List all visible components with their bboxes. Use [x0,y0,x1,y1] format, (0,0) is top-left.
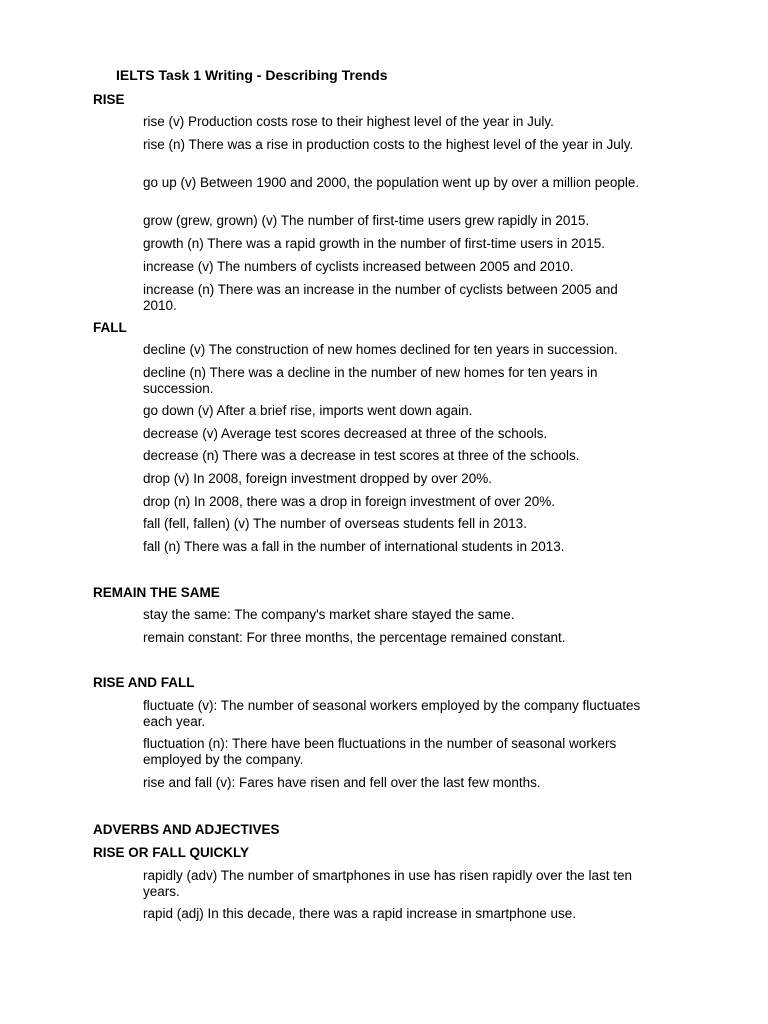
fall-entry-4: decrease (v) Average test scores decreased at three of the schools. [143,426,548,441]
fall-entry-5: decrease (n) There was a decrease in test scores at three of the schools. [143,448,580,463]
rise-entry-7: increase (n) There was an increase in the number of cyclists between 2005 and 2010. [143,282,618,313]
heading-fall: FALL [93,320,127,335]
heading-adverbs-and-adjectives: ADVERBS AND ADJECTIVES [93,822,280,837]
fall-entry-9: fall (n) There was a fall in the number of international students in 2013. [143,539,565,554]
adverbs-entry-2: rapid (adj) In this decade, there was a rapid increase in smartphone use. [143,906,576,921]
rise-entry-5: growth (n) There was a rapid growth in the number of first-time users in 2015. [143,236,605,251]
page-title: IELTS Task 1 Writing - Describing Trends [116,67,388,83]
rise-entry-4: grow (grew, grown) (v) The number of first-time users grew rapidly in 2015. [143,213,590,228]
heading-rise: RISE [93,92,125,107]
fall-entry-6: drop (v) In 2008, foreign investment dropped by over 20%. [143,471,492,486]
fall-entry-3: go down (v) After a brief rise, imports went down again. [143,403,473,418]
rise-entry-1: rise (v) Production costs rose to their highest level of the year in July. [143,114,554,129]
rise-entry-6: increase (v) The numbers of cyclists increased between 2005 and 2010. [143,259,574,274]
fall-entry-2: decline (n) There was a decline in the number of new homes for ten years in succession. [143,365,598,396]
subheading-rise-or-fall-quickly: RISE OR FALL QUICKLY [93,845,250,860]
heading-remain-the-same: REMAIN THE SAME [93,585,220,600]
fall-entry-8: fall (fell, fallen) (v) The number of overseas students fell in 2013. [143,516,527,531]
heading-rise-and-fall: RISE AND FALL [93,675,195,690]
rise-and-fall-entry-2: fluctuation (n): There have been fluctuations in the number of seasonal workers employed by the company. [143,736,617,767]
fall-entry-1: decline (v) The construction of new homes declined for ten years in succession. [143,342,618,357]
rise-entry-2: rise (n) There was a rise in production costs to the highest level of the year in July. [143,137,634,152]
rise-and-fall-entry-1: fluctuate (v): The number of seasonal workers employed by the company fluctuates each year. [143,698,641,729]
rise-entry-3: go up (v) Between 1900 and 2000, the population went up by over a million people. [143,175,640,190]
remain-entry-2: remain constant: For three months, the percentage remained constant. [143,630,566,645]
remain-entry-1: stay the same: The company's market share stayed the same. [143,607,515,622]
rise-and-fall-entry-3: rise and fall (v): Fares have risen and fell over the last few months. [143,775,541,790]
fall-entry-7: drop (n) In 2008, there was a drop in foreign investment of over 20%. [143,494,555,509]
adverbs-entry-1: rapidly (adv) The number of smartphones in use has risen rapidly over the last ten years. [143,868,632,899]
